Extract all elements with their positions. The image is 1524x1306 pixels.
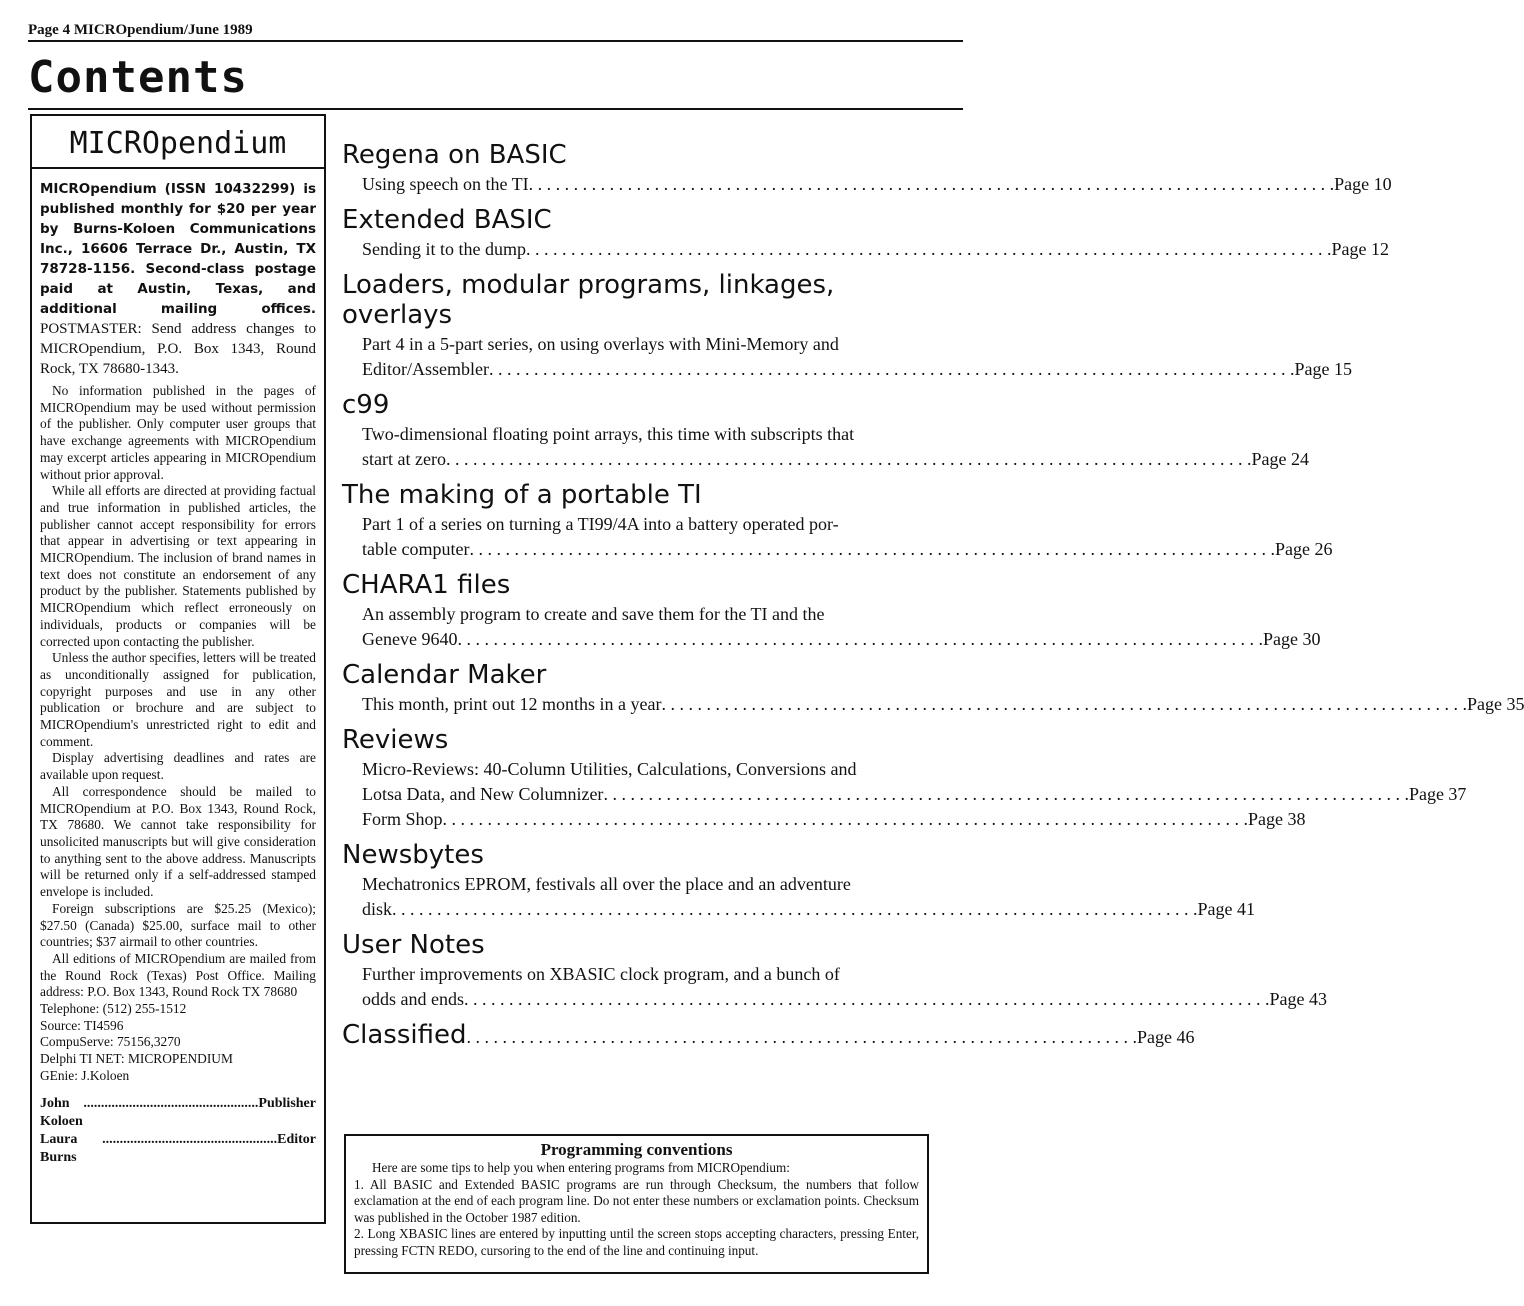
- conventions-item: 2. Long XBASIC lines are entered by inputting until the screen stops accepting characters, pressing Enter, pressing FCTN REDO, cursoring to the end of the line and continuing input.: [354, 1226, 919, 1258]
- toc-section: [342, 140, 1392, 197]
- masthead-paragraph: All correspondence should be mailed to MICROpendium at P.O. Box 1343, Round Rock, TX 78680. We cannot take responsibility for unsolicited manuscripts but will give consideration to anything sent to the above address. Manuscripts will be returned only if a self-addressed stamped envelope is included.: [40, 783, 316, 900]
- conventions-item: 1. All BASIC and Extended BASIC programs are run through Checksum, the numbers that follow exclamation at the end of each program line. Do not enter these numbers or exclamation points. Checksum was published in the October 1987 edition.: [354, 1176, 919, 1225]
- section-description: Two-dimensional floating point arrays, this time with subscripts that: [362, 424, 855, 444]
- section-title: Classified: [342, 1020, 467, 1050]
- toc-section: [342, 930, 1327, 1012]
- section-title[interactable]: Loaders, modular programs, linkages, overlays: [342, 270, 835, 330]
- section-description: Further improvements on XBASIC clock program, and a bunch of: [362, 964, 840, 984]
- page-number: Page 41: [1197, 899, 1256, 919]
- toc-entry[interactable]: This month, print out 12 months in a year . . . Page 35: [362, 692, 927, 717]
- conventions-title: Programming conventions: [540, 1140, 733, 1159]
- section-title[interactable]: Extended BASIC: [342, 205, 552, 235]
- staff-list: [40, 1095, 316, 1167]
- toc-entry[interactable]: Geneve 9640 . . . Page 30: [362, 627, 927, 652]
- toc-section: [342, 480, 1333, 562]
- page-number: Page 12: [1331, 239, 1389, 259]
- toc-classified[interactable]: [342, 1020, 1195, 1050]
- toc-section: [342, 660, 1524, 717]
- section-title[interactable]: CHARA1 files: [342, 570, 511, 600]
- page-number: Page 35: [1466, 694, 1524, 714]
- masthead-paragraph: While all efforts are directed at providing factual and true information in published articles, the publisher cannot accept responsibility for errors that appear in advertising or text appearing in MICROpendium. The inclusion of brand names in text does not constitute an endorsement of any product by the publisher. Statements published by MICROpendium which reflect erroneously on individuals, products or companies will be corrected upon contacting the publisher.: [40, 483, 316, 649]
- toc-entry[interactable]: start at zero . . . Page 24: [362, 447, 927, 472]
- staff-role: Publisher: [258, 1095, 316, 1111]
- contact-line: Source: TI4596: [40, 1017, 124, 1033]
- staff-row: Laura Burns .................................................. Editor: [40, 1131, 316, 1165]
- section-title[interactable]: Reviews: [342, 725, 449, 755]
- toc-entry[interactable]: Form Shop . . . Page 38: [362, 807, 927, 832]
- masthead-paragraphs: [40, 383, 316, 1001]
- conventions-intro: Here are some tips to help you when entering programs from MICROpendium:: [372, 1160, 790, 1175]
- section-title[interactable]: Newsbytes: [342, 840, 484, 870]
- section-description: Part 4 in a 5-part series, on using overlays with Mini-Memory and: [362, 334, 839, 354]
- section-description: Mechatronics EPROM, festivals all over the place and an adventure: [362, 874, 851, 894]
- toc-entry[interactable]: Lotsa Data, and New Columnizer . . . Page 37: [362, 782, 927, 807]
- page-number: Page 43: [1269, 989, 1327, 1009]
- toc-section: [342, 725, 1467, 832]
- toc-section: [342, 270, 1352, 382]
- toc-entry[interactable]: table computer . . . Page 26: [362, 537, 927, 562]
- page-number: Page 37: [1408, 784, 1467, 804]
- section-title[interactable]: The making of a portable TI: [342, 480, 702, 510]
- staff-name: Laura Burns: [40, 1131, 78, 1165]
- section-title[interactable]: c99: [342, 390, 390, 420]
- page-number: Page 10: [1334, 174, 1392, 194]
- toc-section: [342, 205, 1389, 262]
- running-head: Page 4 MICROpendium/June 1989: [28, 22, 963, 42]
- page-title: Contents: [28, 52, 248, 103]
- masthead-paragraph: Display advertising deadlines and rates are available upon request.: [40, 750, 316, 783]
- toc-entry[interactable]: Using speech on the TI . . . Page 10: [362, 172, 927, 197]
- programming-conventions-box: [344, 1134, 929, 1274]
- staff-row: John Koloen .................................................. Publisher: [40, 1095, 316, 1129]
- page-number: Page 30: [1262, 629, 1321, 649]
- page-number: Page 38: [1248, 809, 1306, 829]
- page-number: Page 15: [1294, 359, 1352, 379]
- contact-line: Telephone: (512) 255-1512: [40, 1001, 187, 1017]
- staff-role: Editor: [277, 1131, 316, 1147]
- staff-name: John Koloen: [40, 1095, 83, 1129]
- toc-section: [342, 840, 1256, 922]
- masthead-logo: MICROpendium: [32, 116, 324, 169]
- toc-section: [342, 390, 1309, 472]
- section-description: An assembly program to create and save them for the TI and the: [362, 604, 825, 624]
- section-title[interactable]: Calendar Maker: [342, 660, 547, 690]
- section-title[interactable]: User Notes: [342, 930, 485, 960]
- toc-entry[interactable]: Editor/Assembler . . . Page 15: [362, 357, 927, 382]
- section-title[interactable]: Regena on BASIC: [342, 140, 567, 170]
- publication-info: [40, 179, 316, 379]
- masthead-paragraph: All editions of MICROpendium are mailed from the Round Rock (Texas) Post Office. Mailing address: P.O. Box 1343, Round Rock TX 78680: [40, 950, 316, 1000]
- page-number: Page 26: [1274, 539, 1333, 559]
- page-number: Page 46: [1137, 1027, 1195, 1047]
- postmaster-notice: POSTMASTER: Send address changes to MICROpendium, P.O. Box 1343, Round Rock, TX 78680-1343.: [40, 321, 316, 377]
- contact-line: CompuServe: 75156,3270: [40, 1034, 181, 1050]
- table-of-contents: [342, 140, 1524, 1050]
- masthead-paragraph: No information published in the pages of MICROpendium may be used without permission of the publisher. Only computer user groups that have exchange agreements with MICROpendium may excerpt articles appearing in MICROpendium without prior approval.: [40, 383, 316, 482]
- section-description: Micro-Reviews: 40-Column Utilities, Calculations, Conversions and: [362, 759, 857, 779]
- masthead-box: [30, 114, 326, 1224]
- section-description: Part 1 of a series on turning a TI99/4A into a battery operated por-: [362, 514, 839, 534]
- contact-line: Delphi TI NET: MICROPENDIUM: [40, 1051, 233, 1067]
- publication-info-bold: MICROpendium (ISSN 10432299) is published monthly for $20 per year by Burns-Koloen Communications Inc., 16606 Terrace Dr., Austin, TX 78728-1156. Second-class postage paid at Austin, Texas, and additional mailing offices.: [40, 181, 316, 317]
- contact-line: GEnie: J.Koloen: [40, 1067, 130, 1083]
- masthead-paragraph: Foreign subscriptions are $25.25 (Mexico); $27.50 (Canada) $25.00, surface mail to other countries; $37 airmail to other countries.: [40, 900, 316, 950]
- toc-entry[interactable]: odds and ends . . . Page 43: [362, 987, 927, 1012]
- toc-entry[interactable]: Sending it to the dump . . . Page 12: [362, 237, 927, 262]
- contact-list: [40, 1001, 316, 1085]
- toc-entry[interactable]: disk . . . Page 41: [362, 897, 927, 922]
- page-number: Page 24: [1251, 449, 1309, 469]
- title-rule: [28, 108, 963, 110]
- masthead-paragraph: Unless the author specifies, letters will be treated as unconditionally assigned for publication, copyright purposes and use in any other publication or brochure and are subject to MICROpendium's unrestricted right to edit and comment.: [40, 650, 316, 749]
- toc-section: [342, 570, 1321, 652]
